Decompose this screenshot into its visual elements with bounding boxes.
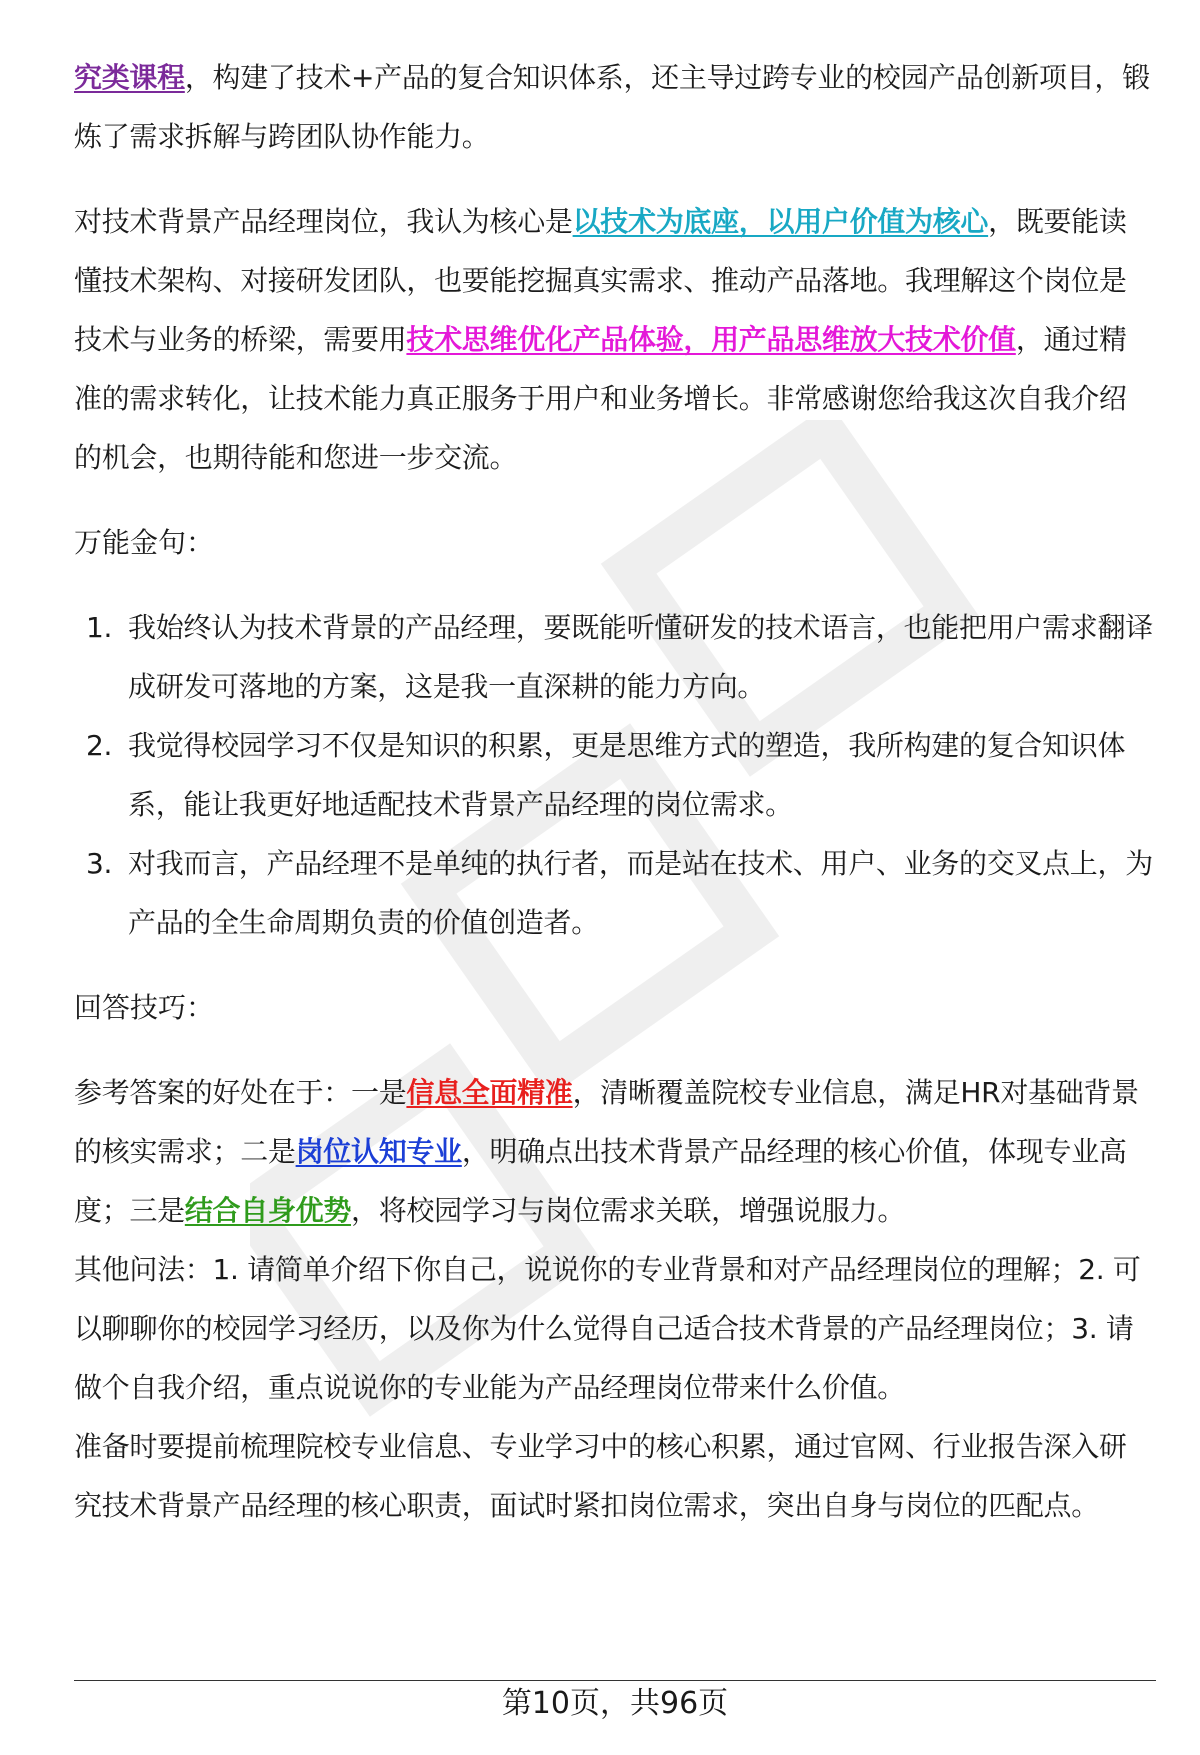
highlight-advantage: 结合自身优势 (184, 1194, 352, 1227)
highlight-role: 岗位认知专业 (295, 1135, 462, 1168)
highlight-thinking: 技术思维优化产品体验，用产品思维放大技术价值 (406, 323, 1016, 356)
list-item: 3. 对我而言，产品经理不是单纯的执行者，而是站在技术、用户、业务的交叉点上，为产品的全生命周期负责的价值创造者。 (86, 847, 1153, 939)
paragraph-other-questions: 其他问法：1. 请简单介绍下你自己，说说你的专业背景和对产品经理岗位的理解；2. 可以聊聊你的校园学习经历，以及你为什么觉得自己适合技术背景的产品经理岗位；3. 请做个自我介绍，重点说说你的专业能为产品经理岗位带来什么价值。 (74, 1253, 1141, 1404)
highlight-core: 以技术为底座，以用户价值为核心 (572, 205, 989, 238)
heading-answer-tips: 回答技巧： (74, 991, 215, 1024)
paragraph-role-understanding: 对技术背景产品经理岗位，我认为核心是以技术为底座，以用户价值为核心，既要能读懂技术架构、对接研发团队，也要能挖掘真实需求、推动产品落地。我理解这个岗位是技术与业务的桥梁，需要用技术思维优化产品体验，用产品思维放大技术价值，通过精准的需求转化，让技术能力真正服务于用户和业务增长。非常感谢您给我这次自我介绍的机会，也期待能和您进一步交流。 (74, 205, 1127, 474)
list-item: 2. 我觉得校园学习不仅是知识的积累，更是思维方式的塑造，我所构建的复合知识体系，能让我更好地适配技术背景产品经理的岗位需求。 (86, 729, 1126, 821)
paragraph-tips: 参考答案的好处在于：一是信息全面精准，清晰覆盖院校专业信息，满足HR对基础背景的核实需求；二是岗位认知专业，明确点出技术背景产品经理的核心价值，体现专业高度；三是结合自身优势，将校园学习与岗位需求关联，增强说服力。 (74, 1076, 1139, 1227)
footer-divider (74, 1680, 1156, 1681)
highlight-course: 究类课程 (74, 61, 185, 94)
page-number: 第10页，共96页 (501, 1686, 729, 1721)
document-body (74, 48, 1154, 1535)
paragraph-preparation: 准备时要提前梳理院校专业信息、专业学习中的核心积累，通过官网、行业报告深入研究技术背景产品经理的核心职责，面试时紧扣岗位需求，突出自身与岗位的匹配点。 (74, 1430, 1127, 1522)
highlight-info: 信息全面精准 (406, 1076, 573, 1109)
heading-golden-sentences: 万能金句： (74, 526, 215, 559)
paragraph-intro-end: 究类课程，构建了技术+产品的复合知识体系，还主导过跨专业的校园产品创新项目，锻炼了需求拆解与跨团队协作能力。 (74, 61, 1150, 153)
list-item: 1. 我始终认为技术背景的产品经理，要既能听懂研发的技术语言，也能把用户需求翻译成研发可落地的方案，这是我一直深耕的能力方向。 (86, 611, 1153, 703)
golden-sentence-list (74, 598, 1154, 952)
